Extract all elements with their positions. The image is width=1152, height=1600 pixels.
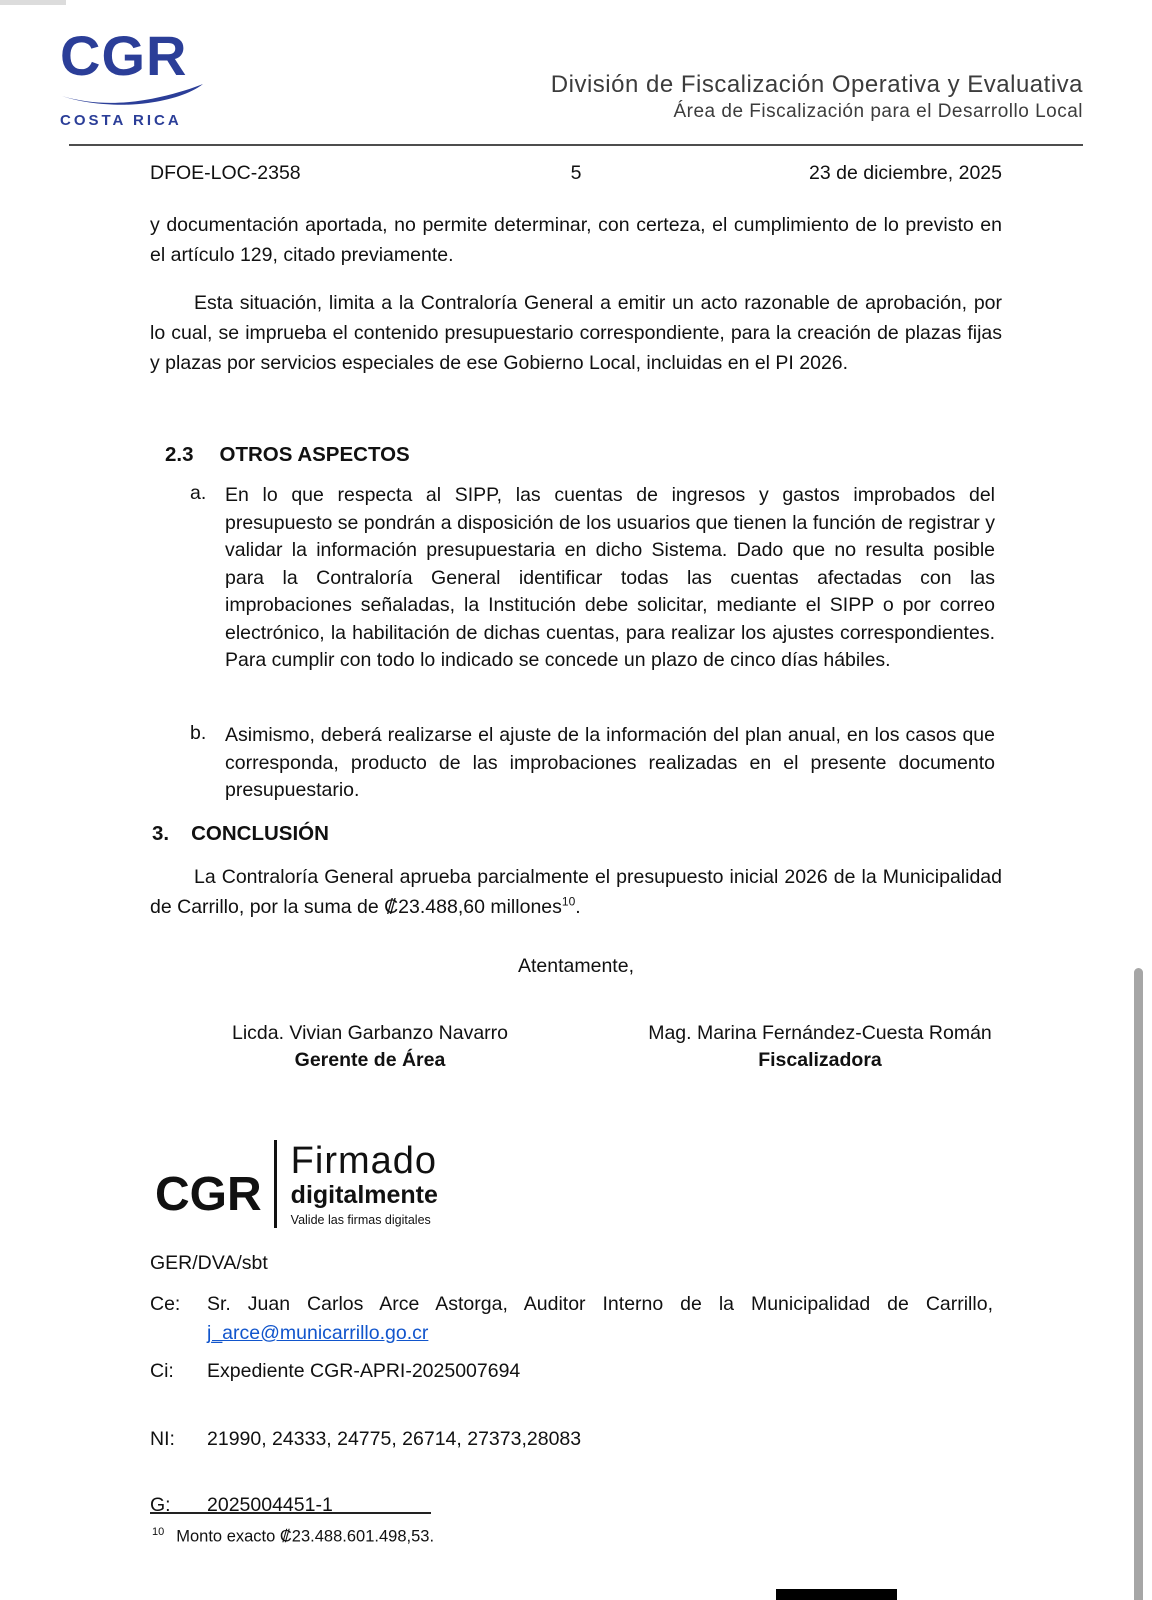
stamp-word-firmado: Firmado [290,1140,438,1182]
email-link[interactable]: j_arce@municarrillo.go.cr [207,1322,429,1344]
list-item-a-text: En lo que respecta al SIPP, las cuentas de ingresos y gastos improbados del presupuesto se pondrán a disposición de los usuarios que tienen la función de registrar y validar la información presupuestaria en dicho Sistema. Dado que no resulta posible para la Contraloría General identificar todas las cuentas afectadas con las improbaciones señaladas, la Institución debe solicitar, mediante el SIPP o por correo electrónico, la habilitación de dichas cuentas, para realizar los ajustes correspondientes. Para cumplir con todo lo indicado se concede un plazo de cinco días hábiles. [225,484,995,671]
section-2-3-heading [165,443,410,467]
conclusion-paragraph [150,862,1002,922]
paragraph-continuation: y documentación aportada, no permite determinar, con certeza, el cumplimiento de lo previsto en el artículo 129, citado previamente. [150,214,1002,266]
stamp-cgr-logo: CGR [155,1168,262,1221]
scrollbar-thumb[interactable] [1134,968,1143,1600]
scan-edge-artifact [0,0,66,5]
cc-email [207,1322,428,1345]
stamp-text [291,1141,438,1227]
cc-recipient: Sr. Juan Carlos Arce Astorga, Auditor Interno de la Municipalidad de Carrillo, [207,1293,993,1315]
stamp-tagline: Valide las firmas digitales [290,1213,431,1227]
g-label: G: [150,1494,171,1516]
stamp-divider [274,1140,277,1228]
reference-row [150,162,1002,185]
document-number: DFOE-LOC-2358 [150,162,301,184]
list-item-b-label: b. [190,722,207,744]
cgr-logo-country: COSTA RICA [60,112,182,129]
g-value: 2025004451-1 [207,1494,333,1516]
paragraph-improbation: Esta situación, limita a la Contraloría General a emitir un acto razonable de aprobación, por lo cual, se imprueba el contenido presupuestario correspondiente, para la creación de plazas fijas y plazas por servicios especiales de ese Gobierno Local, incluidas en el PI 2026. [150,292,1002,374]
footnote-reference-marker: 10 [561,894,576,909]
ni-label: NI: [150,1428,175,1450]
document-date: 23 de diciembre, 2025 [809,162,1002,184]
page-number: 5 [570,162,582,184]
list-item-b-text: Asimismo, deberá realizarse el ajuste de la información del plan anual, en los casos que corresponda, producto de las improbaciones realizadas en el presente documento presupuestario. [225,724,995,801]
letterhead-area: Área de Fiscalización para el Desarrollo Local [673,101,1083,122]
digital-signature-stamp [155,1140,438,1228]
signature-block-right [600,1020,1040,1074]
header-divider [69,144,1083,146]
letterhead [551,70,1083,124]
signer-name: Licda. Vivian Garbanzo Navarro [231,1022,509,1044]
closing-salutation: Atentamente, [518,955,634,977]
stamp-word-digitalmente: digitalmente [290,1181,438,1209]
section-2-3-title: OTROS ASPECTOS [219,443,410,466]
footnote-divider [150,1512,431,1514]
ci-label: Ci: [150,1360,174,1382]
ni-value: 21990, 24333, 24775, 26714, 27373,28083 [207,1428,582,1450]
letterhead-division: División de Fiscalización Operativa y Evaluativa [550,71,1083,98]
signer-title: Gerente de Área [294,1049,446,1071]
footnote-number: 10 [152,1526,165,1538]
cc-label: Ce: [150,1293,181,1315]
section-3-heading [152,822,329,846]
footnote-text: Monto exacto ₡23.488.601.498,53. [176,1527,435,1546]
cgr-logo [60,26,220,129]
footnote [152,1526,434,1547]
cgr-logo-text: CGR [60,24,188,87]
signer-title: Fiscalizadora [758,1049,882,1071]
list-item-a-label: a. [190,482,207,504]
conclusion-text: La Contraloría General aprueba parcialmente el presupuesto inicial 2026 de la Municipalidad de Carrillo, por la suma de ₡23.488,60 millones [150,866,1002,918]
ci-value: Expediente CGR-APRI-2025007694 [207,1360,521,1382]
conclusion-period: . [575,896,581,918]
section-3-number: 3. [152,822,170,845]
section-3-title: CONCLUSIÓN [191,822,329,845]
signer-name: Mag. Marina Fernández-Cuesta Román [648,1022,992,1044]
signature-block-left [150,1020,590,1074]
section-2-3-number: 2.3 [165,443,194,466]
redaction-bar [776,1589,897,1600]
drafting-initials: GER/DVA/sbt [150,1252,268,1274]
